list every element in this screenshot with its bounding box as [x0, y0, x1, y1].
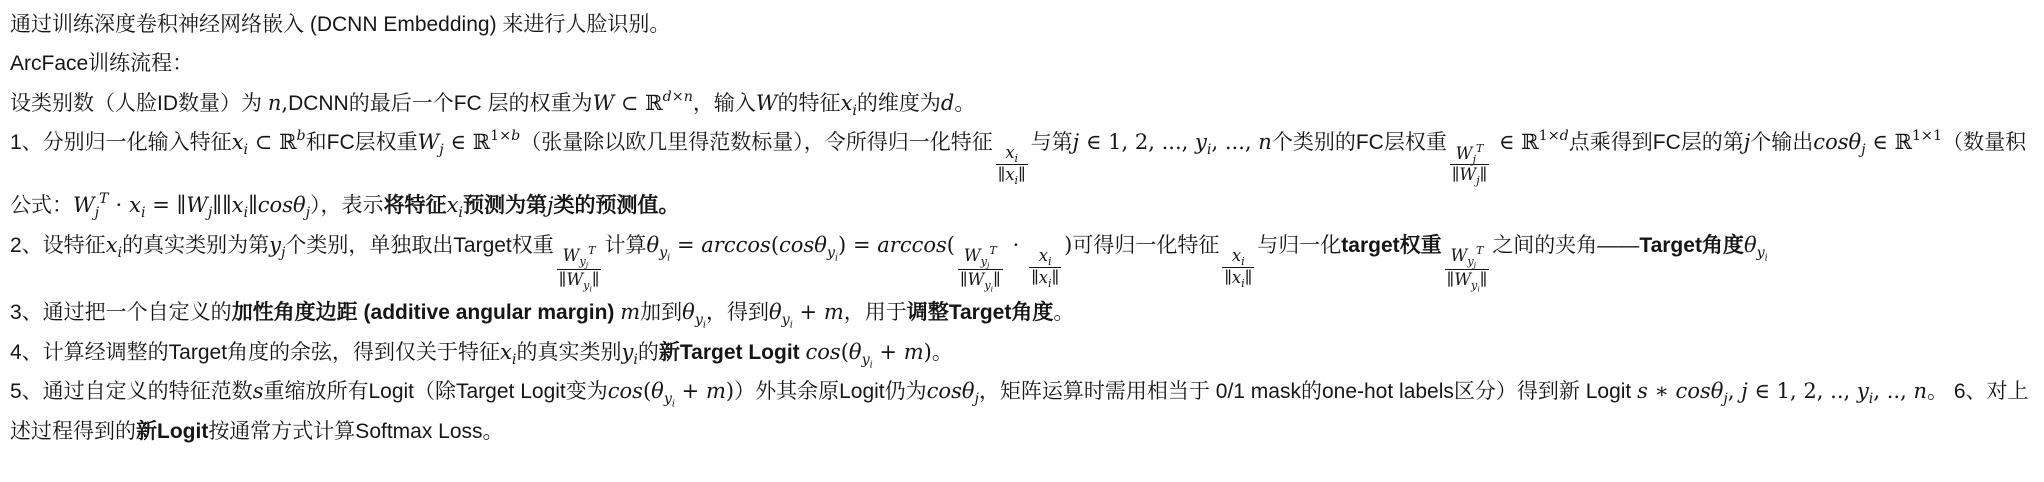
math-run: d — [940, 90, 955, 115]
subscript: i — [1241, 254, 1245, 268]
subscript: yi — [659, 244, 671, 264]
bold-text-run: 新Target Logit — [658, 340, 800, 364]
math-run: $y_i$ — [621, 339, 638, 368]
math-run: $W_j$ ∈ ℝ$^{1\times b}$ — [417, 128, 521, 159]
subscript: yi — [826, 244, 839, 264]
text-run: （数量积公式： — [10, 131, 2027, 218]
subscript: j — [305, 205, 311, 222]
subscript: j — [585, 260, 589, 270]
step-3 — [10, 293, 2032, 332]
subscript: yj — [579, 254, 589, 270]
text-run: 重缩放所有Logit（除Target Logit变为 — [263, 380, 608, 404]
subscript: j — [280, 244, 286, 261]
subscript: i — [667, 252, 671, 264]
subscript: i — [869, 359, 873, 370]
superscript: T — [1476, 244, 1484, 258]
math-run: $x_i$ — [500, 339, 517, 368]
superscript: b — [296, 128, 306, 145]
math-run: $x_i$ — [105, 232, 123, 261]
math-run: cosθ$_j$ — [926, 379, 979, 408]
math-run: cosθ$_j$ ∈ ℝ$^{1\times 1}$ — [1813, 128, 1943, 159]
math-run — [1219, 233, 1257, 290]
fraction-denominator: $\parallel W_j\parallel$ — [1451, 165, 1488, 188]
math-run: j — [546, 193, 554, 218]
subscript: i — [1241, 276, 1245, 290]
text-run: 的特征 — [777, 91, 841, 115]
fraction-denominator: $\parallel x_i\parallel$ — [1224, 267, 1253, 290]
fraction — [557, 245, 602, 293]
bold-text-run: 类的预测值。 — [553, 194, 680, 218]
fraction-numerator: $W_{y_j}^T$ — [562, 244, 596, 270]
math-run: m — [620, 300, 641, 325]
superscript: T — [1475, 141, 1484, 155]
subscript: j — [1723, 391, 1728, 408]
text-run: ，输入 — [692, 91, 756, 115]
subscript: yj — [980, 254, 990, 270]
fraction — [1445, 245, 1490, 293]
subscript: i — [789, 319, 793, 331]
subscript: yi — [781, 312, 793, 331]
math-run: $\theta_{y_i} + m$ — [769, 300, 844, 331]
subscript: j — [439, 142, 444, 159]
text-run: 的真实类别 — [516, 340, 622, 364]
fraction-numerator: $x_i$ — [1038, 245, 1052, 268]
bold-text-run: Target角度 — [1639, 233, 1744, 257]
math-run: $x_i$ — [446, 193, 463, 222]
math-run: W ⊂ ℝ$^{d\times n}$ — [592, 89, 693, 115]
text-run: 1、分别归一化输入特征 — [10, 131, 232, 155]
subscript: i — [458, 205, 463, 222]
math-run — [993, 130, 1031, 188]
text-run: 个类别，单独取出Target权重 — [285, 233, 554, 257]
fraction — [996, 143, 1028, 186]
step-4 — [10, 333, 2032, 372]
subscript: i — [1868, 391, 1874, 408]
text-run: ，用于 — [843, 301, 907, 325]
math-run: $\cos(\theta_{y_i} + m)$ — [607, 379, 735, 410]
superscript: 1×1 — [1911, 128, 1943, 145]
math-run: W — [755, 90, 778, 115]
text-run: 点乘得到FC层的第 — [1568, 131, 1744, 155]
math-run: $x_i$ ⊂ ℝ$^b$ — [231, 128, 306, 159]
subscript: i — [1764, 252, 1768, 264]
subscript: yj — [1467, 254, 1476, 270]
subscript: j — [974, 391, 979, 408]
math-run: j ∈ 1, 2, ..., $y_i$, ..., n — [1072, 130, 1272, 159]
subscript: i — [1206, 142, 1212, 159]
bold-text-run: 新Logit — [136, 419, 209, 443]
subscript: i — [243, 142, 249, 159]
text-run: 。 6、对上述过程得到的 — [10, 380, 2029, 443]
subscript: i — [702, 319, 706, 331]
text-run: 2、设特征 — [10, 233, 106, 257]
fraction-denominator: $\parallel W_{y_i}\parallel$ — [1446, 270, 1488, 294]
arcface-flow-heading — [10, 44, 2032, 83]
text-run: 加到 — [640, 301, 683, 325]
subscript: yi — [694, 312, 706, 331]
subscript: i — [589, 284, 592, 294]
subscript: i — [511, 351, 517, 368]
fraction — [1450, 143, 1489, 187]
text-run: 的维度为 — [856, 91, 941, 115]
text-run: 个输出 — [1750, 131, 1814, 155]
subscript: i — [852, 102, 857, 119]
text-run: （张量除以欧几里得范数标量），令所得归一化特征 — [520, 131, 993, 155]
text-run: 与第 — [1030, 131, 1073, 155]
step-5-6 — [10, 372, 2032, 451]
fraction — [1222, 246, 1254, 289]
superscript: T — [989, 244, 997, 258]
text-run: ）外其余原Logit仍为 — [734, 380, 927, 404]
text-run: 的 — [637, 340, 659, 364]
math-run: $\theta_{y_i} = \arccos(\cos\theta_{y_i}) = \arccos$( $\frac{W_{y_j}^T}{\parallel W_{y_i}\parallel}$ ⋅ $\frac{x_i}{\parallel x_i\parallel}$ ) — [646, 232, 1073, 294]
fraction — [958, 245, 1003, 293]
text-run: 之间的夹角—— — [1492, 233, 1640, 257]
subscript: j — [1473, 260, 1476, 270]
bold-text-run: target权重 — [1341, 233, 1442, 257]
text-run: DCNN的最后一个FC 层的权重为 — [288, 91, 593, 115]
bold-text-run: 调整Target角度 — [906, 301, 1054, 325]
text-run: 。 — [954, 91, 976, 115]
superscript: T — [588, 244, 596, 258]
step-setup — [10, 84, 2032, 123]
intro-line — [10, 5, 2032, 44]
math-run: $\theta_{y_i}$ — [682, 300, 706, 331]
math-run: $\cos(\theta_{y_i} + m)$ — [805, 339, 932, 370]
bold-text-run: 加性角度边距 (additive angular margin) — [231, 301, 615, 325]
bold-text-run: 将特征 — [383, 194, 447, 218]
step-2 — [10, 226, 2032, 293]
text-run: 按通常方式计算Softmax Loss。 — [208, 419, 504, 443]
subscript: j — [94, 205, 100, 222]
fraction — [1029, 246, 1061, 289]
subscript: yi — [663, 391, 675, 410]
text-run: 通过训练深度卷积神经网络嵌入 (DCNN Embedding) 来进行人脸识别。 — [10, 13, 671, 36]
subscript: i — [1048, 276, 1052, 290]
subscript: i — [1477, 284, 1480, 294]
text-run: 5、通过自定义的特征范数 — [10, 380, 253, 404]
text-run: 和FC层权重 — [305, 131, 418, 155]
text-run: 。 — [1053, 301, 1075, 325]
text-run: 的真实类别为第 — [122, 233, 270, 257]
subscript: i — [1048, 254, 1052, 268]
fraction-numerator: $x_i$ — [1005, 143, 1019, 166]
fraction-denominator: $\parallel x_i\parallel$ — [1031, 267, 1060, 290]
text-run: ，矩阵运算时需用相当于 0/1 mask的one-hot labels区分）得到新 Logit — [978, 380, 1638, 404]
subscript: yi — [1471, 278, 1480, 294]
math-run: $\theta_{y_i}$ — [1743, 232, 1768, 264]
text-run: 。 — [931, 340, 953, 364]
subscript: i — [1014, 174, 1019, 188]
math-run — [554, 233, 605, 294]
subscript: yi — [861, 351, 873, 370]
subscript: i — [117, 244, 123, 261]
text-run: ），表示 — [310, 194, 384, 218]
fraction-numerator: $W_{y_j}^T$ — [1450, 244, 1484, 270]
superscript: d×n — [662, 89, 693, 106]
text-run: 设类别数（人脸ID数量）为 — [10, 91, 268, 115]
step-1 — [10, 123, 2032, 226]
math-run: n, — [267, 90, 289, 115]
fraction-denominator: $\parallel W_{y_i}\parallel$ — [558, 270, 600, 294]
subscript: i — [834, 252, 839, 264]
fraction-numerator: $W_j^T$ — [1455, 141, 1484, 166]
bold-text-run: 预测为第 — [462, 194, 547, 218]
subscript: i — [1014, 152, 1019, 166]
math-run: s — [252, 379, 264, 404]
superscript: 1×b — [490, 128, 521, 145]
text-run: 与归一化 — [1257, 233, 1342, 257]
math-run: $x_i$ — [840, 90, 857, 119]
fraction-denominator: $\parallel x_i\parallel$ — [997, 165, 1026, 188]
subscript: j — [1472, 152, 1476, 166]
subscript: yi — [1756, 244, 1768, 264]
subscript: j — [1476, 174, 1480, 188]
superscript: T — [99, 191, 109, 208]
math-run: j — [1743, 130, 1751, 155]
subscript: i — [671, 398, 675, 410]
text-run: 3、通过把一个自定义的 — [10, 301, 232, 325]
subscript: yi — [984, 278, 994, 294]
superscript: 1×d — [1538, 128, 1569, 145]
subscript: i — [243, 205, 249, 222]
subscript: j — [1861, 142, 1866, 159]
text-run: 个类别的FC层权重 — [1271, 131, 1447, 155]
math-run — [1442, 233, 1493, 294]
document-body — [10, 5, 2032, 451]
math-run: $y_j$ — [269, 232, 286, 261]
fraction-numerator: $W_{y_j}^T$ — [963, 244, 997, 270]
subscript: j — [986, 260, 990, 270]
subscript: i — [140, 205, 146, 222]
subscript: i — [633, 351, 638, 368]
fraction-numerator: $x_i$ — [1231, 245, 1245, 268]
subscript: i — [990, 284, 994, 294]
subscript: j — [207, 205, 213, 222]
text-run: ，得到 — [706, 301, 769, 325]
fraction-denominator: $\parallel W_{y_i}\parallel$ — [959, 270, 1001, 294]
subscript: yi — [583, 278, 592, 294]
math-run: s ∗ cosθ$_j$, j ∈ 1, 2, .., $y_i$, .., n — [1637, 379, 1927, 408]
text-run: ArcFace训练流程： — [10, 52, 194, 76]
text-run: 可得归一化特征 — [1072, 233, 1220, 257]
text-run: 计算 — [604, 233, 647, 257]
math-run: $W_j^T \cdot x_i$ = $\parallel W_j\parallel\parallel x_i\parallel\cos\theta_j$ — [73, 191, 311, 222]
math-run: $\frac{W_j^T}{\parallel W_j\parallel}$ ∈ ℝ$^{1\times d}$ — [1451, 128, 1569, 188]
text-run: 4、计算经调整的Target角度的余弦，得到仅关于特征 — [10, 340, 501, 364]
